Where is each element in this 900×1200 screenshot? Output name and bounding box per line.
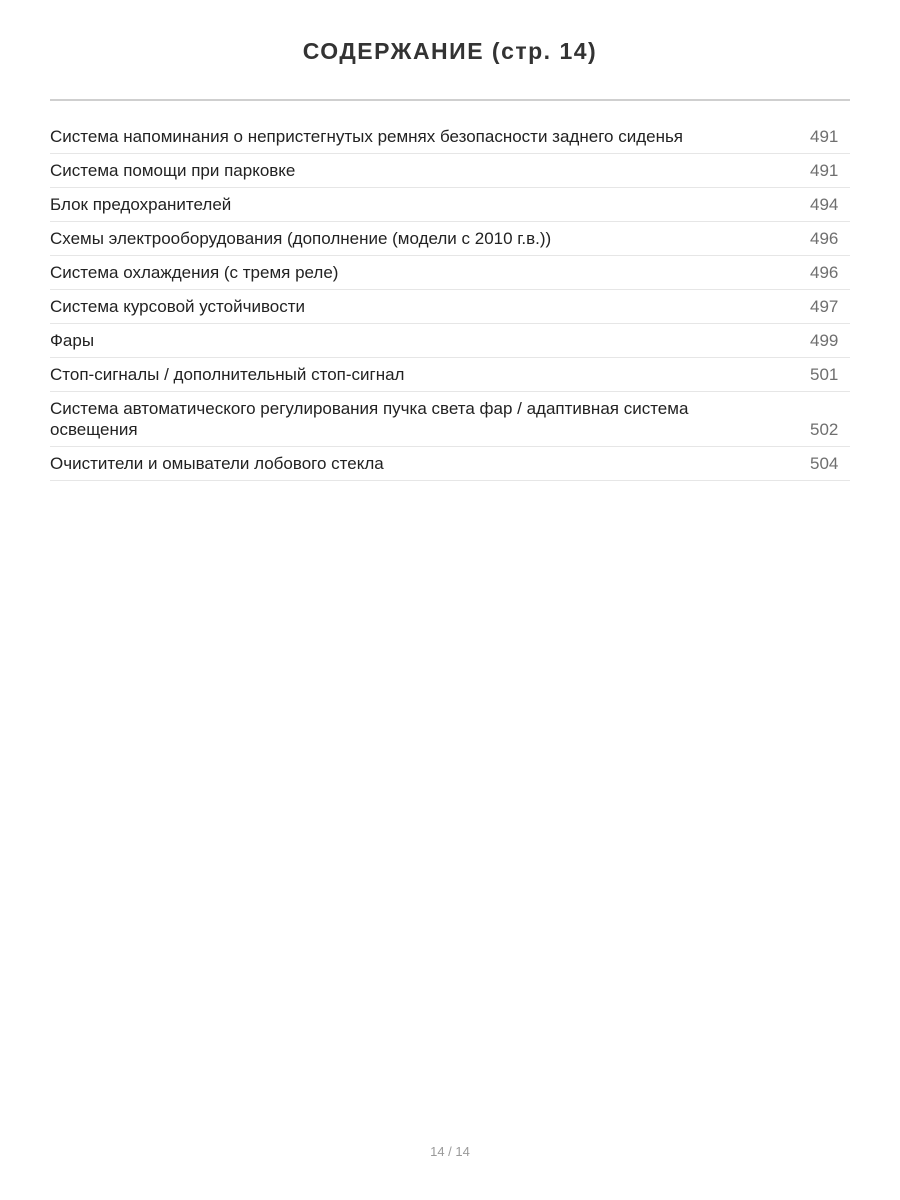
- toc-entry-page: 496: [810, 229, 839, 248]
- toc-entry-page: 491: [810, 127, 839, 146]
- toc-entry-title: Стоп-сигналы / дополнительный стоп-сигнал: [50, 365, 405, 384]
- toc-entry[interactable]: [50, 290, 850, 324]
- toc-entry[interactable]: [50, 154, 850, 188]
- toc-entry-page: 491: [810, 161, 839, 180]
- toc-entry[interactable]: [50, 447, 850, 481]
- title-divider: [50, 99, 850, 101]
- toc-entry[interactable]: [50, 222, 850, 256]
- toc-entry[interactable]: [50, 188, 850, 222]
- toc-list: [50, 120, 850, 481]
- toc-entry-title: Очистители и омыватели лобового стекла: [50, 454, 384, 473]
- toc-entry[interactable]: [50, 120, 850, 154]
- toc-entry-page: 502: [810, 420, 839, 439]
- toc-entry[interactable]: [50, 392, 850, 447]
- toc-entry-title: Система помощи при парковке: [50, 161, 296, 180]
- toc-entry-title: Система напоминания о непристегнутых ремнях безопасности заднего сиденья: [50, 127, 684, 146]
- toc-entry-title: Система автоматического регулирования пучка света фар / адаптивная система освещения: [50, 399, 689, 439]
- toc-entry-title: Схемы электрооборудования (дополнение (модели с 2010 г.в.)): [50, 229, 552, 248]
- toc-entry-page: 494: [810, 195, 839, 214]
- toc-entry-page: 501: [810, 365, 839, 384]
- toc-entry[interactable]: [50, 324, 850, 358]
- page-title: СОДЕРЖАНИЕ (стр. 14): [302, 38, 598, 64]
- toc-entry[interactable]: [50, 256, 850, 290]
- toc-entry[interactable]: [50, 358, 850, 392]
- page-pagination: 14 / 14: [430, 1144, 470, 1159]
- toc-entry-page: 499: [810, 331, 839, 350]
- toc-entry-page: 497: [810, 297, 839, 316]
- toc-entry-page: 496: [810, 263, 839, 282]
- toc-entry-title: Фары: [50, 331, 95, 350]
- toc-entry-title: Блок предохранителей: [50, 195, 232, 214]
- toc-entry-page: 504: [810, 454, 839, 473]
- toc-entry-title: Система охлаждения (с тремя реле): [50, 263, 339, 282]
- toc-entry-title: Система курсовой устойчивости: [50, 297, 306, 316]
